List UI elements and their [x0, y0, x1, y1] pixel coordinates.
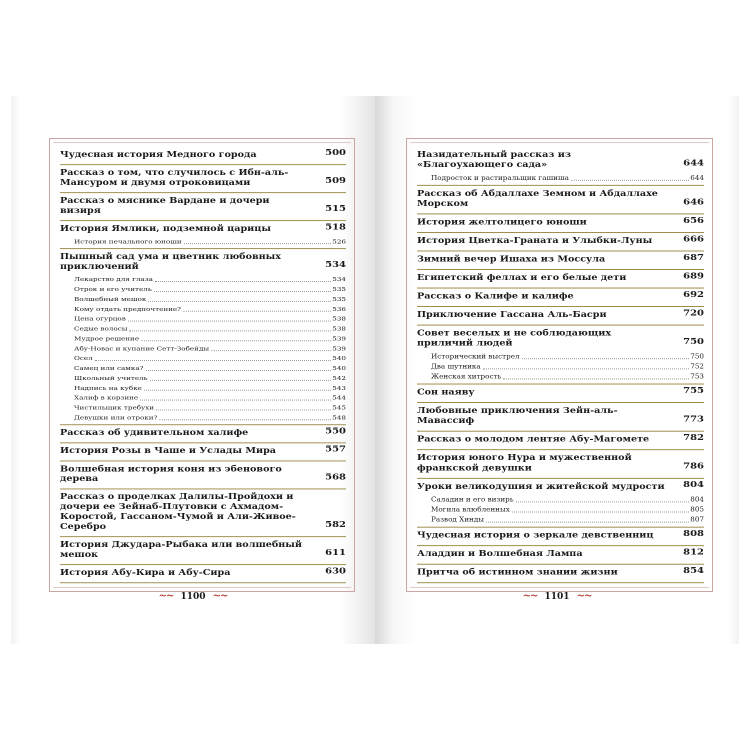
- toc-entry: [417, 233, 704, 249]
- toc-entry-title: Пышный сад ума и цветник любовных приключений: [60, 252, 281, 272]
- toc-entry-title: Чудесная история Медного города: [60, 150, 257, 160]
- toc-entry-page: 804: [683, 480, 704, 490]
- toc-entry: [60, 221, 346, 237]
- ornament-icon: ~~: [158, 591, 174, 602]
- toc-subentry-page: 542: [332, 374, 346, 382]
- right-toc: [417, 147, 704, 583]
- toc-subentry-page: 534: [332, 275, 346, 283]
- toc-subentry: [60, 275, 346, 285]
- entry-divider: [417, 582, 704, 583]
- toc-subentry-title: Лекарство для глаза: [74, 275, 153, 283]
- toc-entry: [417, 214, 704, 230]
- toc-entry-page: 854: [683, 566, 704, 576]
- toc-subentry-page: 538: [332, 314, 346, 323]
- toc-entry: [60, 425, 346, 441]
- page-number: 1101: [544, 592, 570, 602]
- toc-subentry: [60, 344, 346, 354]
- toc-entry-page: 750: [683, 337, 704, 347]
- toc-subentry-title: Кому отдать предпочтение?: [74, 305, 182, 313]
- toc-subentry-title: Самец или самка?: [74, 364, 144, 372]
- toc-entry-page: 644: [683, 158, 704, 169]
- toc-entry: [60, 165, 346, 191]
- toc-entry-page: 666: [683, 234, 704, 244]
- toc-subentry: [60, 363, 346, 373]
- toc-entry-page: 582: [325, 520, 346, 530]
- right-page: [375, 96, 739, 644]
- toc-subentry-title: Халиф в корзине: [74, 393, 139, 402]
- toc-entry-title: История Абу-Кира и Абу-Сира: [60, 568, 231, 578]
- toc-subentry: [60, 294, 346, 304]
- leader-dots: [140, 400, 331, 401]
- toc-entry: [60, 443, 346, 459]
- leader-dots: [522, 358, 690, 359]
- toc-subentry: [60, 393, 346, 403]
- leader-dots: [211, 350, 331, 351]
- toc-entry: [417, 147, 704, 173]
- toc-subentry: [60, 413, 346, 423]
- toc-entry-page: 500: [325, 148, 346, 158]
- toc-entry: [417, 403, 704, 429]
- toc-entry-page: 812: [683, 547, 704, 558]
- toc-entry-page: 692: [683, 290, 704, 300]
- leader-dots: [154, 291, 332, 292]
- toc-subentry-title: Седые волосы: [74, 324, 128, 333]
- ornament-icon: ~~: [522, 591, 538, 602]
- right-page-frame: [406, 138, 713, 592]
- toc-entry-title: Назидательный рассказ из «Благоухающего сада»: [417, 150, 572, 170]
- toc-entry-title: История Джудара-Рыбака или волшебный мешок: [60, 540, 303, 560]
- toc-subentry-title: Подросток и растиральщик гашиша: [431, 173, 569, 182]
- toc-entry: [417, 251, 704, 267]
- toc-entry: [60, 537, 346, 563]
- toc-subentry-title: Развод Хинды: [431, 515, 484, 524]
- leader-dots: [128, 321, 331, 322]
- toc-entry-title: Рассказ об Абдаллахе Земном и Абдаллахе Морском: [417, 189, 658, 209]
- toc-entry-page: 568: [325, 472, 346, 482]
- toc-entry-title: Волшебная история коня из эбенового дерева: [60, 464, 282, 484]
- left-toc: [60, 147, 346, 583]
- toc-subentry-page: 807: [690, 515, 704, 524]
- toc-entry-page: 557: [325, 444, 346, 454]
- toc-subentry: [60, 334, 346, 344]
- leader-dots: [184, 243, 332, 244]
- toc-entry: [60, 489, 346, 534]
- leader-dots: [571, 180, 689, 181]
- toc-entry: [417, 384, 704, 400]
- toc-entry-title: История Розы в Чаше и Услады Мира: [60, 446, 277, 456]
- toc-subentry: [417, 173, 704, 183]
- toc-subentry-page: 540: [332, 364, 346, 372]
- toc-entry-title: История желтолицего юноши: [417, 217, 587, 227]
- toc-entry-title: История Цветка-Граната и Улыбки-Луны: [417, 236, 653, 246]
- toc-entry-page: 687: [683, 253, 704, 263]
- toc-subentry-title: Исторический выстрел: [431, 352, 520, 361]
- toc-entry-title: История юного Нура и мужественной франкской девушки: [417, 453, 632, 473]
- toc-subentry-title: Осел: [74, 354, 93, 362]
- ornament-icon: ~~: [576, 591, 592, 602]
- toc-entry: [417, 288, 704, 304]
- toc-subentry-page: 538: [332, 324, 346, 333]
- leader-dots: [156, 410, 331, 411]
- toc-entry: [417, 432, 704, 448]
- toc-subentry: [417, 362, 704, 372]
- toc-entry-page: 786: [683, 461, 704, 472]
- toc-entry-title: Рассказ о молодом лентяе Абу-Магомете: [417, 434, 650, 445]
- toc-entry-page: 773: [683, 414, 704, 425]
- toc-entry-page: 656: [683, 216, 704, 226]
- toc-subentry: [417, 505, 704, 515]
- toc-entry-title: Зимний вечер Ишаха из Моссула: [417, 254, 606, 265]
- toc-subentry-page: 536: [332, 305, 346, 313]
- toc-entry-page: 782: [683, 433, 704, 443]
- toc-subentry: [60, 237, 346, 247]
- toc-entry: [417, 270, 704, 286]
- toc-subentry-title: Цена огурцов: [74, 314, 126, 323]
- toc-entry-title: Рассказ о Калифе и калифе: [417, 291, 574, 302]
- toc-entry: [417, 307, 704, 323]
- toc-entry: [417, 450, 704, 476]
- right-folio: [375, 591, 739, 602]
- toc-entry-page: 611: [325, 548, 346, 558]
- toc-entry-page: 550: [325, 426, 346, 436]
- leader-dots: [486, 522, 689, 523]
- leader-dots: [129, 331, 331, 332]
- toc-entry-page: 515: [325, 204, 346, 214]
- toc-subentry: [60, 284, 346, 294]
- leader-dots: [483, 368, 690, 369]
- toc-entry: [417, 326, 704, 352]
- toc-subentry-title: Волшебный мешок: [74, 295, 147, 303]
- toc-subentry-title: Саладин и его визирь: [431, 495, 514, 504]
- toc-subentry: [417, 352, 704, 362]
- toc-entry-page: 518: [325, 222, 346, 232]
- left-folio: [11, 591, 375, 602]
- toc-entry-page: 630: [325, 566, 346, 576]
- toc-entry-page: 646: [683, 197, 704, 207]
- leader-dots: [144, 390, 331, 391]
- toc-subentry: [60, 383, 346, 393]
- toc-subentry-title: Школьный учитель: [74, 374, 148, 382]
- toc-entry-title: Совет веселых и не соблюдающих приличий людей: [417, 328, 612, 349]
- toc-entry: [417, 565, 704, 581]
- left-page: [11, 96, 375, 644]
- leader-dots: [148, 301, 331, 302]
- toc-subentry-title: Мудрое решение: [74, 334, 140, 343]
- leader-dots: [183, 311, 331, 312]
- toc-subentry-page: 752: [690, 362, 704, 371]
- toc-subentry-page: 805: [690, 505, 704, 514]
- toc-entry: [60, 193, 346, 219]
- toc-entry: [60, 461, 346, 487]
- toc-subentry: [60, 324, 346, 334]
- toc-subentry-title: Чистильщик требухи: [74, 403, 155, 412]
- toc-subentry-page: 548: [332, 413, 346, 422]
- leader-dots: [155, 281, 331, 282]
- toc-subentry: [60, 304, 346, 314]
- toc-entry-page: 509: [325, 176, 346, 186]
- toc-entry: [60, 565, 346, 581]
- leader-dots: [516, 501, 690, 502]
- toc-entry-page: 720: [683, 308, 704, 318]
- toc-subentry-page: 535: [332, 295, 346, 303]
- leader-dots: [512, 512, 690, 513]
- toc-subentry-page: 539: [332, 334, 346, 343]
- toc-subentry-page: 644: [690, 173, 704, 182]
- toc-subentry: [60, 314, 346, 324]
- toc-subentry-page: 526: [332, 237, 346, 245]
- toc-entry-title: Рассказ о мяснике Вардане и дочери визиря: [60, 196, 270, 216]
- leader-dots: [146, 370, 332, 371]
- toc-subentry-page: 535: [332, 285, 346, 293]
- page-number: 1100: [180, 592, 206, 602]
- toc-entry-page: 808: [683, 529, 704, 539]
- leader-dots: [503, 379, 689, 380]
- toc-entry: [417, 186, 704, 212]
- toc-subentry: [417, 495, 704, 505]
- toc-subentry: [60, 373, 346, 383]
- toc-entry-page: 534: [325, 260, 346, 270]
- toc-subentry-page: 539: [332, 344, 346, 352]
- toc-subentry: [60, 403, 346, 413]
- toc-entry-title: Притча об истинном знании жизни: [417, 568, 618, 578]
- toc-subentry-title: Два шутника: [431, 362, 481, 371]
- left-page-frame: [49, 138, 355, 592]
- toc-entry-page: 689: [683, 271, 704, 281]
- toc-subentry-page: 540: [332, 354, 346, 362]
- toc-entry-title: Любовные приключения Зейн-аль-Мавассиф: [417, 406, 618, 426]
- toc-entry: [417, 479, 704, 495]
- toc-entry-title: Рассказ об удивительном халифе: [60, 428, 249, 438]
- toc-subentry: [417, 372, 704, 382]
- toc-entry-title: Рассказ о проделках Далилы-Пройдохи и дочери ее Зейнаб-Плутовки с Ахмадом-Коростой, Гассаном-Чумой и Али-Живое-Серебро: [60, 492, 296, 532]
- leader-dots: [141, 340, 331, 341]
- toc-entry-title: Приключение Гассана Аль-Басри: [417, 310, 607, 320]
- toc-entry-title: Египетский феллах и его белые дети: [417, 273, 627, 283]
- toc-subentry-title: Могила влюбленных: [431, 505, 510, 514]
- toc-subentry-title: Отрок и его учитель: [74, 285, 152, 293]
- toc-subentry-page: 750: [690, 352, 704, 361]
- entry-divider: [60, 582, 346, 583]
- toc-subentry-page: 544: [332, 393, 346, 402]
- toc-entry-page: 755: [683, 386, 704, 396]
- toc-subentry-page: 753: [690, 372, 704, 381]
- toc-entry-title: Уроки великодушия и житейской мудрости: [417, 482, 665, 492]
- toc-subentry-title: Женская хитрость: [431, 372, 502, 381]
- toc-subentry-page: 543: [332, 384, 346, 392]
- toc-entry-title: Сон наяву: [417, 387, 475, 398]
- toc-entry-title: Рассказ о том, что случилось с Ибн-аль-Мансуром и двумя отроковицами: [60, 168, 289, 188]
- toc-subentry-title: Абу-Новас и купание Сетт-Зобейды: [74, 344, 210, 352]
- leader-dots: [159, 419, 331, 420]
- toc-subentry: [417, 515, 704, 525]
- toc-subentry-page: 545: [332, 403, 346, 412]
- toc-subentry: [60, 354, 346, 364]
- leader-dots: [150, 380, 332, 381]
- toc-entry: [417, 528, 704, 544]
- toc-entry: [60, 249, 346, 275]
- toc-entry: [417, 546, 704, 562]
- open-book: [11, 96, 739, 644]
- toc-entry-title: Чудесная история о зеркале девственниц: [417, 530, 654, 541]
- leader-dots: [95, 360, 332, 361]
- toc-subentry-title: Надпись на кубке: [74, 384, 142, 392]
- toc-subentry-title: Девушки или отроки?: [74, 413, 158, 422]
- toc-entry: [60, 147, 346, 163]
- toc-entry-title: История Ямлики, подземной царицы: [60, 224, 271, 234]
- ornament-icon: ~~: [212, 591, 228, 602]
- toc-subentry-page: 804: [690, 495, 704, 504]
- toc-entry-title: Аладдин и Волшебная Лампа: [417, 549, 583, 559]
- toc-subentry-title: История печального юноши: [74, 237, 182, 245]
